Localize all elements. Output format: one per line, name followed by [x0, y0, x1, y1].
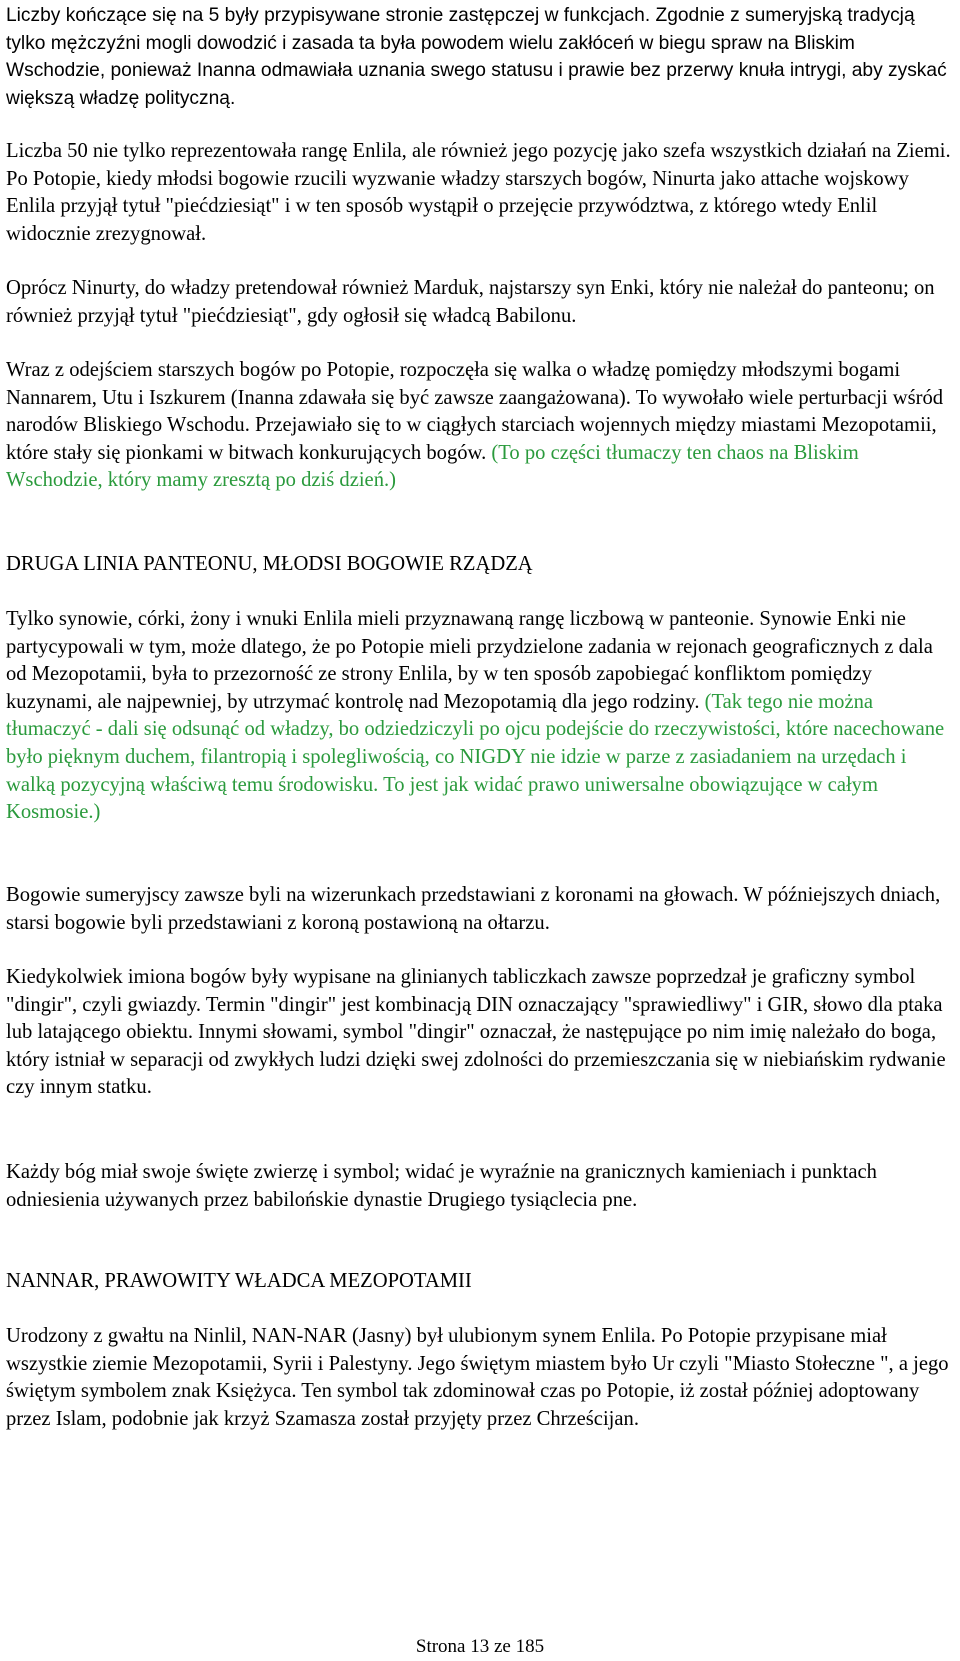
paragraph-enlil-sons-comment: (Tak tego nie można tłumaczyć - dali się odsunąć od władzy, bo odziedziczyli po ojcu podejście do rzeczywistości, które nacechowane było pięknym duchem, filantropią i spolegliwością, co NIGDY nie idzie w parze z zasiadaniem na urzędach i walką pozycyjną właściwą temu środowisku. To jest jak widać prawo uniwersalne obowiązujące w całym Kosmosie.): [6, 690, 945, 824]
paragraph-sacred-animals: Każdy bóg miał swoje święte zwierzę i symbol; widać je wyraźnie na granicznych kamieniach i punktach odniesienia używanych przez babilońskie dynastie Drugiego tysiąclecia pne.: [6, 1161, 877, 1211]
section-heading-second-line: DRUGA LINIA PANTEONU, MŁODSI BOGOWIE RZĄDZĄ: [6, 553, 533, 575]
paragraph-younger-gods-struggle: [6, 357, 951, 495]
section-heading-nannar: NANNAR, PRAWOWITY WŁADCA MEZOPOTAMII: [6, 1270, 472, 1292]
paragraph-marduk: Oprócz Ninurty, do władzy pretendował również Marduk, najstarszy syn Enki, który nie należał do panteonu; on również przyjął tytuł "piećdziesiąt", gdy ogłosił się władcą Babilonu.: [6, 277, 935, 327]
paragraph-younger-gods-text: Wraz z odejściem starszych bogów po Potopie, rozpoczęła się walka o władzę pomiędzy młodszymi bogami Nannarem, Utu i Iszkurem (Inanna zdawała się być zawsze zaangażowana). To wywołało wiele perturbacji wśród narodów Bliskiego Wschodu. Przejawiało się to w ciągłych starciach wojennych między miastami Mezopotamii, które stały się pionkami w bitwach konkurujących bogów.: [6, 359, 944, 464]
page-number: Strona 13 ze 185: [415, 1636, 545, 1657]
paragraph-nannar: Urodzony z gwałtu na Ninlil, NAN-NAR (Jasny) był ulubionym synem Enlila. Po Potopie przypisane miał wszystkie ziemie Mezopotamii, Syrii i Palestyny. Jego świętym miastem było Ur czyli "Miasto Stołeczne ", a jego świętym symbolem znak Księżyca. Ten symbol tak zdominował czas po Potopie, iż został później adoptowany przez Islam, podobnie jak krzyż Szamasza został przyjęty przez Chrześcijan.: [6, 1325, 949, 1430]
paragraph-enlil-sons-rank: [6, 606, 951, 827]
paragraph-numbers-ending-five: Liczby kończące się na 5 były przypisywane stronie zastępczej w funkcjach. Zgodnie z sumeryjską tradycją tylko mężczyźni mogli dowodzić i zasada ta była powodem wielu zakłóceń w biegu spraw na Bliskim Wschodzie, ponieważ Inanna odmawiała uznania swego statusu i prawie bez przerwy knuła intrygi, aby zyskać większą władzę polityczną.: [6, 5, 947, 109]
paragraph-enlil-sons-text: Tylko synowie, córki, żony i wnuki Enlila mieli przyznawaną rangę liczbową w panteonie. Synowie Enki nie partycypowali w tym, może dlatego, że po Potopie mieli przydzielone zadania w rejonach geograficznych z dala od Mezopotamii, była to przezorność ze strony Enlila, by w ten sposób zapobiegać konfliktom pomiędzy kuzynami, ale najpewniej, by utrzymać kontrolę nad Mezopotamią dla jego rodziny.: [6, 608, 933, 713]
paragraph-number-fifty-lead: Liczba 50 nie tylko reprezentowała rangę Enlila, ale również jego pozycję jako szefa wszystkich działań na Ziemi.: [6, 140, 951, 162]
paragraph-number-fifty-rest: Po Potopie, kiedy młodsi bogowie rzucili wyzwanie władzy starszych bogów, Ninurta jako attache wojskowy Enlila przyjął tytuł "piećdziesiąt" i w ten sposób wystąpił o przejęcie przywództwa, z którego wtedy Enlil widocznie zrezygnował.: [6, 167, 909, 245]
paragraph-younger-gods-comment: (To po części tłumaczy ten chaos na Bliskim Wschodzie, który mamy zresztą po dziś dzień.): [6, 441, 859, 492]
paragraph-dingir: Kiedykolwiek imiona bogów były wypisane na glinianych tabliczkach zawsze poprzedzał je graficzny symbol "dingir", czyli gwiazdy. Termin "dingir" jest kombinacją DIN oznaczający "sprawiedliwy" i GIR, słowo dla ptaka lub latającego obiektu. Innymi słowami, symbol "dingir" oznaczał, że następujące po nim imię należało do boga, który istniał w separacji od zwykłych ludzi dzięki swej zdolności do przemieszczania się w niebiańskim rydwanie czy innym statku.: [6, 966, 946, 1099]
paragraph-crowns: Bogowie sumeryjscy zawsze byli na wizerunkach przedstawiani z koronami na głowach. W późniejszych dniach, starsi bogowie byli przedstawiani z koroną postawioną na ołtarzu.: [6, 884, 941, 934]
paragraph-number-fifty: [6, 138, 951, 248]
